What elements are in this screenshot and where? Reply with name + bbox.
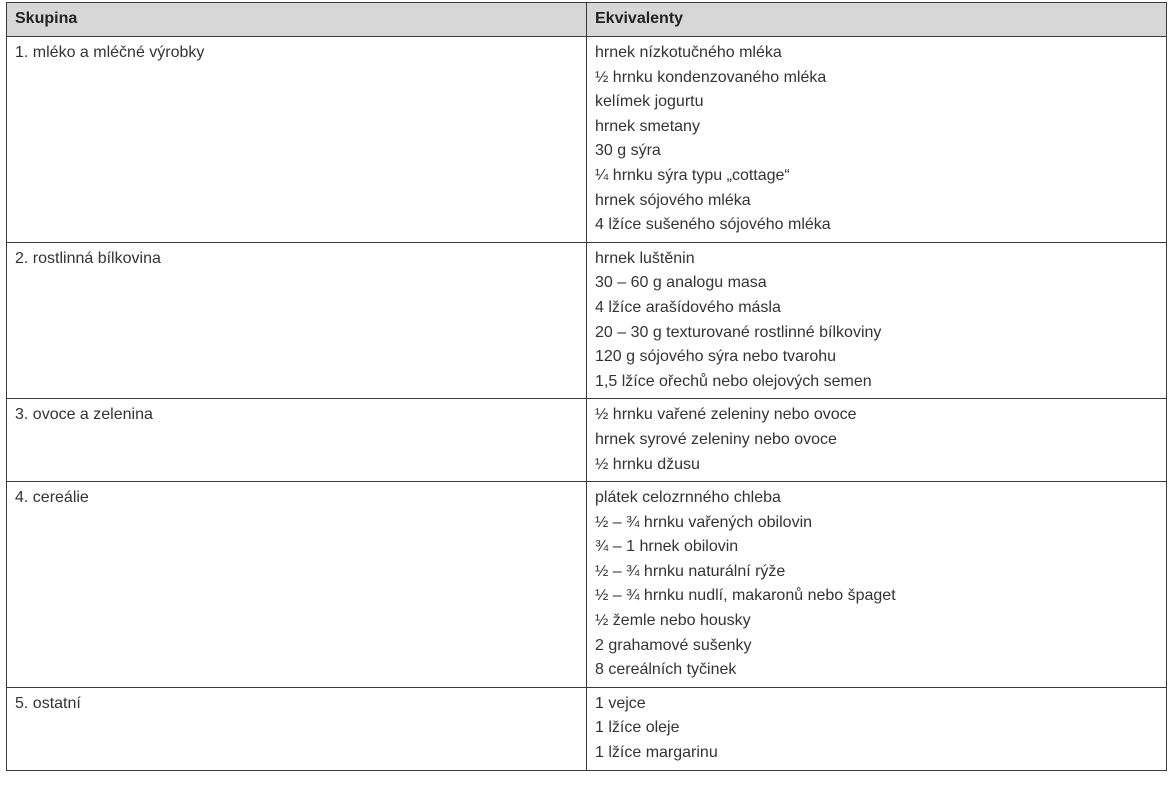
- equivalent-item: 120 g sójového sýra nebo tvarohu: [595, 348, 837, 366]
- equivalents-cell: [587, 399, 1167, 482]
- equivalent-item: 8 cereálních tyčinek: [595, 661, 737, 679]
- equivalent-item: 1 lžíce margarinu: [595, 744, 718, 762]
- equivalent-item: ½ – ¾ hrnku vařených obilovin: [595, 513, 813, 531]
- table-body: [7, 37, 1167, 771]
- equivalents-cell: [587, 482, 1167, 688]
- equivalent-item: 4 lžíce sušeného sójového mléka: [595, 216, 831, 234]
- equivalent-item: 4 lžíce arašídového másla: [595, 298, 781, 316]
- equivalent-item: plátek celozrnného chleba: [595, 489, 781, 507]
- equivalent-item: hrnek nízkotučného mléka: [595, 44, 782, 61]
- equivalent-item: 1 lžíce oleje: [595, 719, 680, 737]
- equivalents-cell: [587, 242, 1167, 399]
- equivalent-item: ½ hrnku kondenzovaného mléka: [595, 68, 827, 86]
- equivalent-item: hrnek luštěnin: [595, 249, 695, 267]
- equivalent-item: 2 grahamové sušenky: [595, 636, 752, 654]
- equivalents-table: [6, 2, 1167, 771]
- equivalent-item: ½ hrnku džusu: [595, 455, 700, 473]
- table-row: [7, 37, 1167, 243]
- equivalent-item: ¾ – 1 hrnek obilovin: [595, 538, 739, 556]
- equivalent-item: 30 g sýra: [595, 142, 661, 160]
- equivalent-item: hrnek sójového mléka: [595, 191, 751, 209]
- header-skupina: Skupina: [7, 3, 587, 37]
- table-row: [7, 242, 1167, 399]
- equivalent-item: hrnek syrové zeleniny nebo ovoce: [595, 430, 837, 448]
- equivalent-item: ½ žemle nebo housky: [595, 612, 751, 630]
- equivalent-item: ½ – ¾ hrnku naturální rýže: [595, 562, 786, 580]
- equivalent-item: hrnek smetany: [595, 117, 700, 135]
- equivalent-item: 30 – 60 g analogu masa: [595, 274, 767, 292]
- group-cell: 4. cereálie: [7, 482, 587, 688]
- table-row: [7, 687, 1167, 770]
- equivalent-item: 20 – 30 g texturované rostlinné bílkoviny: [595, 323, 882, 341]
- equivalents-cell: [587, 37, 1167, 243]
- equivalents-cell: [587, 687, 1167, 770]
- equivalent-item: 1,5 lžíce ořechů nebo olejových semen: [595, 372, 872, 390]
- group-cell: 5. ostatní: [7, 687, 587, 770]
- table-row: [7, 482, 1167, 688]
- equivalent-item: ½ – ¾ hrnku nudlí, makaronů nebo špaget: [595, 587, 896, 605]
- table-header: [7, 3, 1167, 37]
- group-cell: 2. rostlinná bílkovina: [7, 242, 587, 399]
- equivalent-item: ¼ hrnku sýra typu „cottage“: [595, 166, 790, 184]
- group-cell: 1. mléko a mléčné výrobky: [7, 37, 587, 243]
- equivalent-item: ½ hrnku vařené zeleniny nebo ovoce: [595, 406, 857, 424]
- group-cell: 3. ovoce a zelenina: [7, 399, 587, 482]
- equivalent-item: kelímek jogurtu: [595, 93, 704, 111]
- equivalent-item: 1 vejce: [595, 694, 646, 712]
- table-row: [7, 399, 1167, 482]
- header-row: [7, 3, 1167, 37]
- header-ekvivalenty: Ekvivalenty: [587, 3, 1167, 37]
